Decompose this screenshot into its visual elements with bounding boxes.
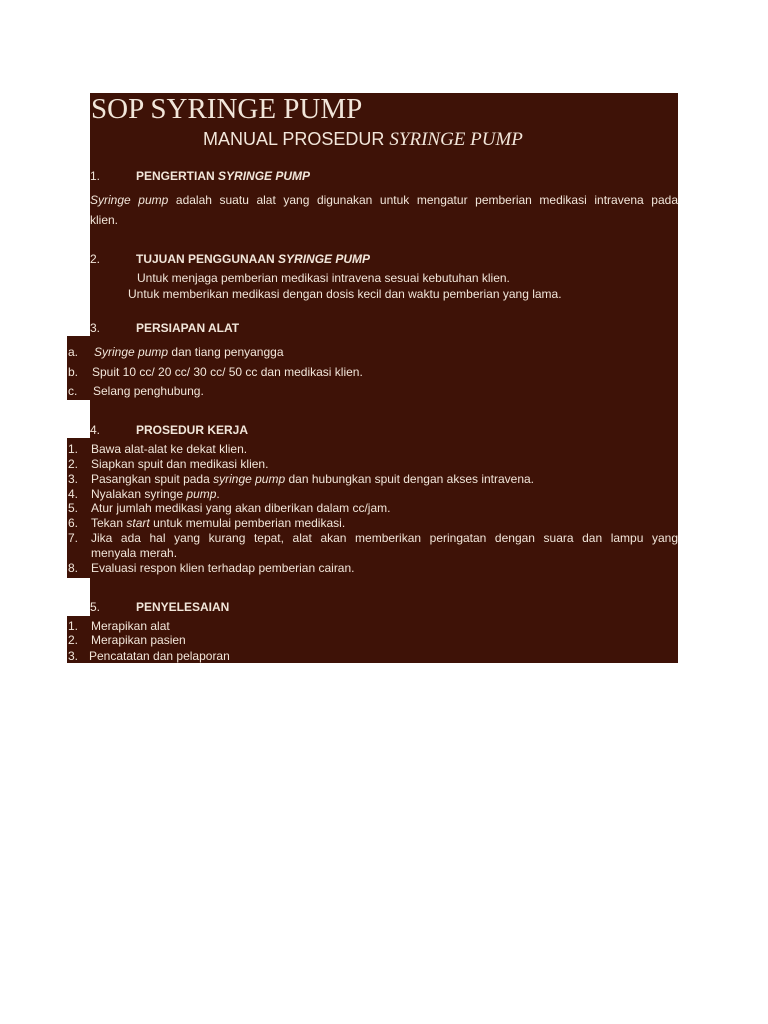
- page-subtitle: [203, 128, 523, 151]
- list-item-marker: 8.: [68, 561, 79, 575]
- section-4-heading: PROSEDUR KERJA: [136, 423, 249, 437]
- section-5-number: 5.: [90, 600, 101, 614]
- section-1-paragraph-line1: Syringe pump adalah suatu alat yang digunakan untuk mengatur pemberian medikasi intravena pada: [90, 193, 678, 207]
- page-title: SOP SYRINGE PUMP: [91, 93, 363, 125]
- list-item: Merapikan alat: [91, 619, 170, 633]
- list-item-marker: 3.: [68, 472, 79, 486]
- list-item-marker: 2.: [68, 633, 79, 647]
- list-item-marker: 1.: [68, 619, 79, 633]
- list-item: Tekan start untuk memulai pemberian medikasi.: [91, 516, 346, 530]
- list-item-marker: c.: [68, 384, 78, 398]
- section-2-line-2: Untuk memberikan medikasi dengan dosis kecil dan waktu pemberian yang lama.: [128, 287, 562, 301]
- section-1-number: 1.: [90, 169, 101, 183]
- subtitle-text: MANUAL PROSEDUR: [203, 129, 385, 149]
- list-item: Siapkan spuit dan medikasi klien.: [91, 457, 269, 471]
- section-3-heading: PERSIAPAN ALAT: [136, 321, 240, 335]
- section-2-line-1: Untuk menjaga pemberian medikasi intravena sesuai kebutuhan klien.: [137, 271, 510, 285]
- list-item: Pasangkan spuit pada syringe pump dan hubungkan spuit dengan akses intravena.: [91, 472, 535, 486]
- list-item-marker: 4.: [68, 487, 79, 501]
- list-item: Atur jumlah medikasi yang akan diberikan dalam cc/jam.: [91, 501, 391, 515]
- list-item-marker: 5.: [68, 501, 79, 515]
- subtitle-italic: SYRINGE PUMP: [389, 129, 523, 150]
- section-2-heading: TUJUAN PENGGUNAAN SYRINGE PUMP: [136, 252, 371, 266]
- section-4-number: 4.: [90, 423, 101, 437]
- list-item: Spuit 10 cc/ 20 cc/ 30 cc/ 50 cc dan medikasi klien.: [92, 365, 363, 379]
- list-item-marker: 3.: [68, 649, 79, 663]
- list-item: Syringe pump dan tiang penyangga: [94, 345, 284, 359]
- list-item-marker: 1.: [68, 442, 79, 456]
- list-item: Pencatatan dan pelaporan: [89, 649, 230, 663]
- list-item-marker: 6.: [68, 516, 79, 530]
- section-2-number: 2.: [90, 252, 101, 266]
- section-1-paragraph-line2: klien.: [90, 213, 119, 227]
- section-5-heading: PENYELESAIAN: [136, 600, 230, 614]
- section-1-heading: PENGERTIAN SYRINGE PUMP: [136, 169, 311, 183]
- list-item-marker: 2.: [68, 457, 79, 471]
- list-item: Nyalakan syringe pump.: [91, 487, 220, 501]
- list-item-marker: 7.: [68, 531, 79, 545]
- list-item-marker: b.: [68, 365, 79, 379]
- list-item: Bawa alat-alat ke dekat klien.: [91, 442, 248, 456]
- list-item-continuation: menyala merah.: [91, 546, 178, 560]
- list-item: Jika ada hal yang kurang tepat, alat akan memberikan peringatan dengan suara dan lampu yang: [91, 531, 678, 545]
- list-item: Selang penghubung.: [93, 384, 204, 398]
- list-item: Merapikan pasien: [91, 633, 186, 647]
- list-item-marker: a.: [68, 345, 79, 359]
- section-3-number: 3.: [90, 321, 101, 335]
- list-item: Evaluasi respon klien terhadap pemberian cairan.: [91, 561, 355, 575]
